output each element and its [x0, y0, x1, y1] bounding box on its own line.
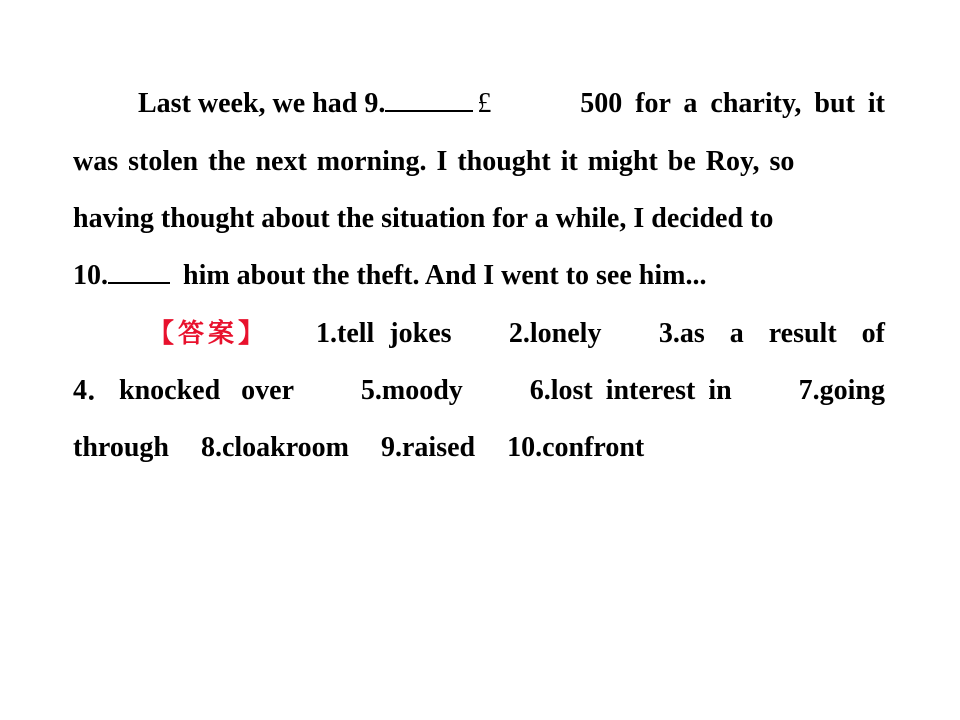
- passage-line-3: having thought about the situation for a while, I decided to: [73, 203, 774, 234]
- blank-9: [385, 86, 473, 112]
- passage-line-1: [138, 84, 885, 124]
- passage-text: 10.: [73, 260, 108, 291]
- passage-text: 500 for a charity, but it: [580, 88, 885, 119]
- answer-item: 5.moody: [360, 375, 463, 406]
- answer-item: 3.as a result of: [658, 318, 885, 349]
- answer-item: 10.confront: [507, 432, 645, 463]
- answer-label: 【答案】: [148, 319, 269, 349]
- passage-line-2: was stolen the next morning. I thought it might be Roy, so: [73, 146, 795, 177]
- answer-item: 8.cloakroom: [200, 432, 349, 463]
- answer-item: 2.lonely: [508, 318, 602, 349]
- answer-line-3: [73, 428, 885, 468]
- passage-text: Last week, we had 9.: [138, 88, 386, 119]
- answer-item-text: knocked over: [119, 375, 295, 406]
- answer-item: through: [73, 432, 169, 463]
- answer-line-1: [148, 314, 885, 354]
- passage-line-4: [73, 256, 885, 296]
- passage-text: him about the theft. And I went to see him...: [176, 260, 707, 291]
- answer-item: [73, 371, 294, 411]
- answer-line-2: [73, 371, 885, 411]
- answer-item-number: 4．: [73, 375, 116, 406]
- pound-sign: £: [477, 88, 492, 119]
- passage-line-1-start: [138, 84, 491, 124]
- answer-item: 1.tell jokes: [316, 318, 452, 349]
- answer-item: 7.going: [798, 375, 885, 406]
- answer-item: 6.lost interest in: [529, 375, 732, 406]
- blank-10: [108, 258, 170, 284]
- answer-item: 9.raised: [381, 432, 476, 463]
- answer-items-row-1: [316, 314, 885, 354]
